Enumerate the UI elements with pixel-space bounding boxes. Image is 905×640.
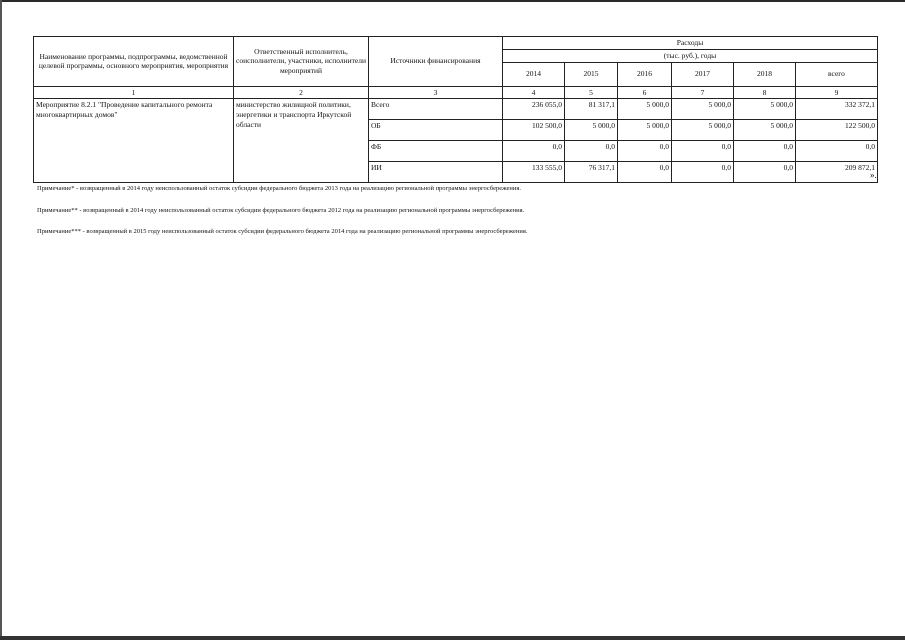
value-cell: 81 317,1 — [565, 99, 618, 120]
header-expenses: Расходы — [503, 37, 878, 50]
source-cell: ОБ — [369, 120, 503, 141]
value-cell: 0,0 — [796, 141, 878, 162]
activity-name: Мероприятие 8.2.1 "Проведение капитального ремонта многоквартирных домов" — [34, 99, 234, 183]
header-year-2014: 2014 — [503, 62, 565, 86]
value-cell: 0,0 — [618, 141, 672, 162]
value-cell: 209 872,1 — [796, 162, 878, 183]
value-cell: 5 000,0 — [734, 120, 796, 141]
header-name: Наименование программы, подпрограммы, ведомственной целевой программы, основного мероприятия, мероприятия — [34, 37, 234, 87]
value-cell: 133 555,0 — [503, 162, 565, 183]
value-cell: 76 317,1 — [565, 162, 618, 183]
value-cell: 0,0 — [734, 162, 796, 183]
header-total: всего — [796, 62, 878, 86]
table-row-total — [34, 99, 878, 120]
header-executor: Ответственный исполнитель, соисполнители, участники, исполнители мероприятий — [234, 37, 369, 87]
index-cell: 8 — [734, 86, 796, 99]
header-units: (тыс. руб.), годы — [503, 49, 878, 62]
source-cell: ИИ — [369, 162, 503, 183]
header-year-2016: 2016 — [618, 62, 672, 86]
index-cell: 3 — [369, 86, 503, 99]
index-cell: 2 — [234, 86, 369, 99]
value-cell: 332 372,1 — [796, 99, 878, 120]
responsible-executor: министерство жилищной политики, энергетики и транспорта Иркутской области — [234, 99, 369, 183]
index-cell: 1 — [34, 86, 234, 99]
header-year-2017: 2017 — [672, 62, 734, 86]
header-sources: Источники финансирования — [369, 37, 503, 87]
footnote-1: Примечание* - возвращенный в 2014 году неиспользованный остаток субсидии федерального бюджета 2013 года на реализацию региональной программы энергосбережения. — [37, 185, 521, 192]
value-cell: 0,0 — [618, 162, 672, 183]
value-cell: 5 000,0 — [672, 120, 734, 141]
column-index-row — [34, 86, 878, 99]
value-cell: 5 000,0 — [618, 120, 672, 141]
scan-edge-left — [0, 0, 2, 640]
index-cell: 5 — [565, 86, 618, 99]
footnote-2: Примечание** - возвращенный в 2014 году неиспользованный остаток субсидии федерального бюджета 2012 года на реализацию региональной программы энергосбережения. — [37, 207, 525, 214]
footnote-3: Примечание*** - возвращенный в 2015 году неиспользованный остаток субсидии федерального бюджета 2014 года на реализацию региональной программы энергосбережения. — [37, 228, 528, 235]
header-year-2018: 2018 — [734, 62, 796, 86]
index-cell: 4 — [503, 86, 565, 99]
value-cell: 102 500,0 — [503, 120, 565, 141]
index-cell: 9 — [796, 86, 878, 99]
value-cell: 5 000,0 — [734, 99, 796, 120]
value-cell: 0,0 — [672, 141, 734, 162]
value-cell: 5 000,0 — [565, 120, 618, 141]
value-cell: 5 000,0 — [618, 99, 672, 120]
value-cell: 0,0 — [565, 141, 618, 162]
value-cell: 0,0 — [503, 141, 565, 162]
value-cell: 0,0 — [734, 141, 796, 162]
closing-quote-mark: ». — [870, 170, 877, 180]
index-cell: 7 — [672, 86, 734, 99]
value-cell: 0,0 — [672, 162, 734, 183]
value-cell: 122 500,0 — [796, 120, 878, 141]
scan-edge-bottom — [0, 636, 905, 640]
value-cell: 5 000,0 — [672, 99, 734, 120]
value-cell: 236 055,0 — [503, 99, 565, 120]
index-cell: 6 — [618, 86, 672, 99]
budget-table — [33, 36, 878, 183]
source-cell: ФБ — [369, 141, 503, 162]
source-cell: Всего — [369, 99, 503, 120]
scan-edge-top — [0, 0, 905, 2]
header-year-2015: 2015 — [565, 62, 618, 86]
